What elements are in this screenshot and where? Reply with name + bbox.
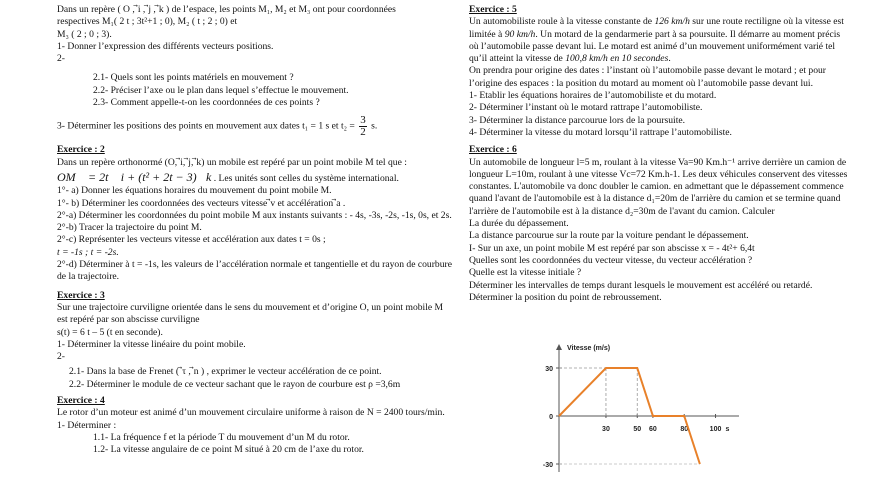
ex5-p1-a: Un automobiliste roule à la vitesse constante de [469, 16, 655, 28]
y-tick-label: 30 [545, 366, 553, 373]
ex3-line1: Sur une trajectoire curviligne orientée dans le sens du mouvement et d’origine O, un point mobile M est repéré par son abscisse curviligne [57, 301, 444, 326]
ex2-line1: Dans un repère orthonormé (O, ⃗i, ⃗j, ⃗k) un mobile est repéré par un point mobile M tel que : [57, 156, 407, 168]
ex1-q3 [57, 115, 455, 138]
ex5-item-4: 4- Déterminer la vitesse du motard lorsqu’il rattrape l’automobiliste. [469, 126, 732, 138]
ex3-q1: 1- Déterminer la vitesse linéaire du point mobile. [57, 338, 246, 350]
y-axis-arrow [556, 344, 562, 350]
ex2-1a: 1°- a) Donner les équations horaires du mouvement du point mobile M. [57, 185, 332, 197]
ex3-title: Exercice : 3 [57, 289, 105, 301]
ex7-line2: Quelles sont les coordonnées du vecteur vitesse, du vecteur accélération ? [469, 254, 753, 266]
ex6-q1: La durée du dépassement. [469, 218, 569, 230]
ex2-2d: 2°-d) Déterminer à t = -1s, les valeurs de l’accélération normale et tangentielle et du rayon de courbure de la trajectoire. [57, 259, 452, 283]
ex5-title: Exercice : 5 [469, 4, 517, 15]
x-tick-label: 100 [709, 426, 722, 433]
ex1-q3-unit: s. [368, 121, 378, 133]
ex4-q1-1: 1.1- La fréquence f et la période T du mouvement d’un M du rotor. [93, 431, 350, 443]
y-tick-label: 0 [549, 414, 553, 421]
ex7-line1: I- Sur un axe, un point mobile M est repéré par son abscisse x = - 4t²+ 6,4t [469, 242, 755, 254]
y-tick-label: -30 [542, 462, 553, 469]
ex5-p1-speed: 126 km/h [654, 16, 690, 28]
ex2-equation-row [57, 169, 455, 185]
left-column [57, 0, 455, 457]
ex1-intro-line3: M₃ ( 2 ; 0 ; 3). [57, 28, 112, 40]
y-axis-label: Vitesse (m/s) [567, 345, 611, 352]
ex5-item-1: 1- Etablir les équations horaires de l’automobiliste et du motard. [469, 90, 717, 102]
ex3-q2: 2- [57, 351, 65, 363]
ex1-q3-text: 3- Déterminer les positions des points en mouvement aux dates t₁ = 1 s et t₂ = [57, 121, 358, 133]
ex6-title: Exercice : 6 [469, 144, 517, 156]
ex1-q3-fraction [359, 115, 367, 138]
ex5-p1-limit: 90 km/h [504, 28, 536, 40]
ex3-q2-2: 2.2- Déterminer le module de ce vecteur sachant que le rayon de courbure est ρ =3,6m [69, 378, 401, 390]
ex2-2c: 2°-c) Représenter les vecteurs vitesse et accélération aux dates t = 0s ; [57, 234, 326, 246]
x-axis-unit: s [725, 426, 730, 433]
ex5-item-3: 3- Déterminer la distance parcourue lors de la poursuite. [469, 114, 686, 126]
velocity-chart [529, 336, 749, 480]
ex2-2a: 2°-a) Déterminer les coordonnées du point mobile M aux instants suivants : - 4s, -3s, -2s, -1s, 0s, et 2s. [57, 209, 452, 221]
ex6-q2: La distance parcourue sur la route par la voiture pendant le dépassement. [469, 230, 749, 242]
ex6-paragraph1: Un automobile de longueur l=5 m, roulant à la vitesse Va=90 Km.h⁻¹ arrive derrière un camion de longueur L=10m, roulant à une vitesse Vc=72 Km.h-1. Les deux véhicules conservent des vitesses constantes. L'automobile va donc doubler le camion. en admettant que le dépassement commence quand l'avant de l'automobile est à la distance d₁=20m de l'arrière du camion et se termine quand l'arrière de l'automobile est à la distance d₂=30m de l'avant du camion. Calculer [469, 156, 848, 217]
ex4-title: Exercice : 4 [57, 395, 105, 407]
ex2-2b: 2°-b) Tracer la trajectoire du point M. [57, 222, 202, 234]
x-tick-label: 80 [680, 426, 689, 433]
ex5-p1-d: . [668, 53, 671, 65]
ex3-q2-1: 2.1- Dans la base de Frenet ( ⃗τ , ⃗n ) , exprimer le vecteur accélération de ce point. [69, 366, 382, 378]
ex4-q1: 1- Déterminer : [57, 419, 117, 431]
ex5-p1-target: 100,8 km/h en 10 secondes [565, 53, 669, 65]
fraction-numerator: 3 [360, 114, 366, 127]
ex7-line3: Quelle est la vitesse initiale ? [469, 267, 582, 279]
ex1-q2-3: 2.3- Comment appelle-t-on les coordonnées de ces points ? [93, 97, 320, 109]
ex2-equation: OM⃗ = 2t ⃗i + (t² + 2t − 3)⃗k [57, 169, 212, 184]
ex7-line4: Déterminer les intervalles de temps durant lesquels le mouvement est accéléré ou retardé. [469, 279, 813, 291]
ex4-line1: Le rotor d’un moteur est animé d’un mouvement circulaire uniforme à raison de N = 2400 tours/min. [57, 407, 445, 419]
ex5-paragraph2: On prendra pour origine des dates : l’instant où l’automobile passe devant le motard ; et pour l’origine des espaces : la position du motard au moment où l’automobile passe devant lui. [469, 65, 827, 89]
ex3-line2: s(t) = 6 t – 5 (t en seconde). [57, 326, 163, 338]
ex2-1b: 1°- b) Déterminer les coordonnées des vecteurs vitesse ⃗v et accélération ⃗a . [57, 197, 346, 209]
ex1-intro-line1: Dans un repère ( O , ⃗i , ⃗j , ⃗k ) de l’espace, les points M₁, M₂ et M₃ ont pour coordonnées [57, 4, 396, 15]
ex1-q1: 1- Donner l’expression des différents vecteurs positions. [57, 40, 274, 52]
ex5-paragraph1 [469, 16, 851, 65]
ex5-item-2: 2- Déterminer l’instant où le motard rattrape l’automobiliste. [469, 102, 703, 114]
x-tick-label: 50 [633, 426, 642, 433]
ex1-q2: 2- [57, 53, 65, 65]
ex2-2c-b: t = -1s ; t = -2s. [57, 246, 119, 258]
ex5-p1-b: sur une route rectiligne où la vitesse est limitée à [469, 16, 844, 40]
fraction-denominator: 2 [360, 126, 366, 139]
x-tick-label: 60 [649, 426, 657, 433]
ex1-q2-2: 2.2- Préciser l’axe ou le plan dans lequel s’effectue le mouvement. [93, 84, 349, 96]
ex4-q1-2: 1.2- La vitesse angulaire de ce point M situé à 20 cm de l’axe du rotor. [93, 444, 364, 456]
ex1-intro-line2: respectives M₁( 2 t ; 3t²+1 ; 0), M₂ ( t ; 2 ; 0) et [57, 16, 238, 28]
ex2-equation-note: . Les unités sont celles du système international. [211, 172, 399, 184]
right-column [469, 0, 851, 304]
x-tick-label: 30 [602, 426, 610, 433]
ex2-title: Exercice : 2 [57, 144, 105, 156]
ex1-q2-1: 2.1- Quels sont les points matériels en mouvement ? [93, 72, 294, 84]
ex5-p1-c: . Un motard de la gendarmerie part à sa poursuite. Il démarre au moment précis où l’automobile passe devant lui. Le motard est animé d’un mouvement uniformément varié tel qu’il atteint la vitesse de [469, 28, 841, 65]
ex7-line5: Déterminer la position du point de rebroussement. [469, 291, 662, 303]
